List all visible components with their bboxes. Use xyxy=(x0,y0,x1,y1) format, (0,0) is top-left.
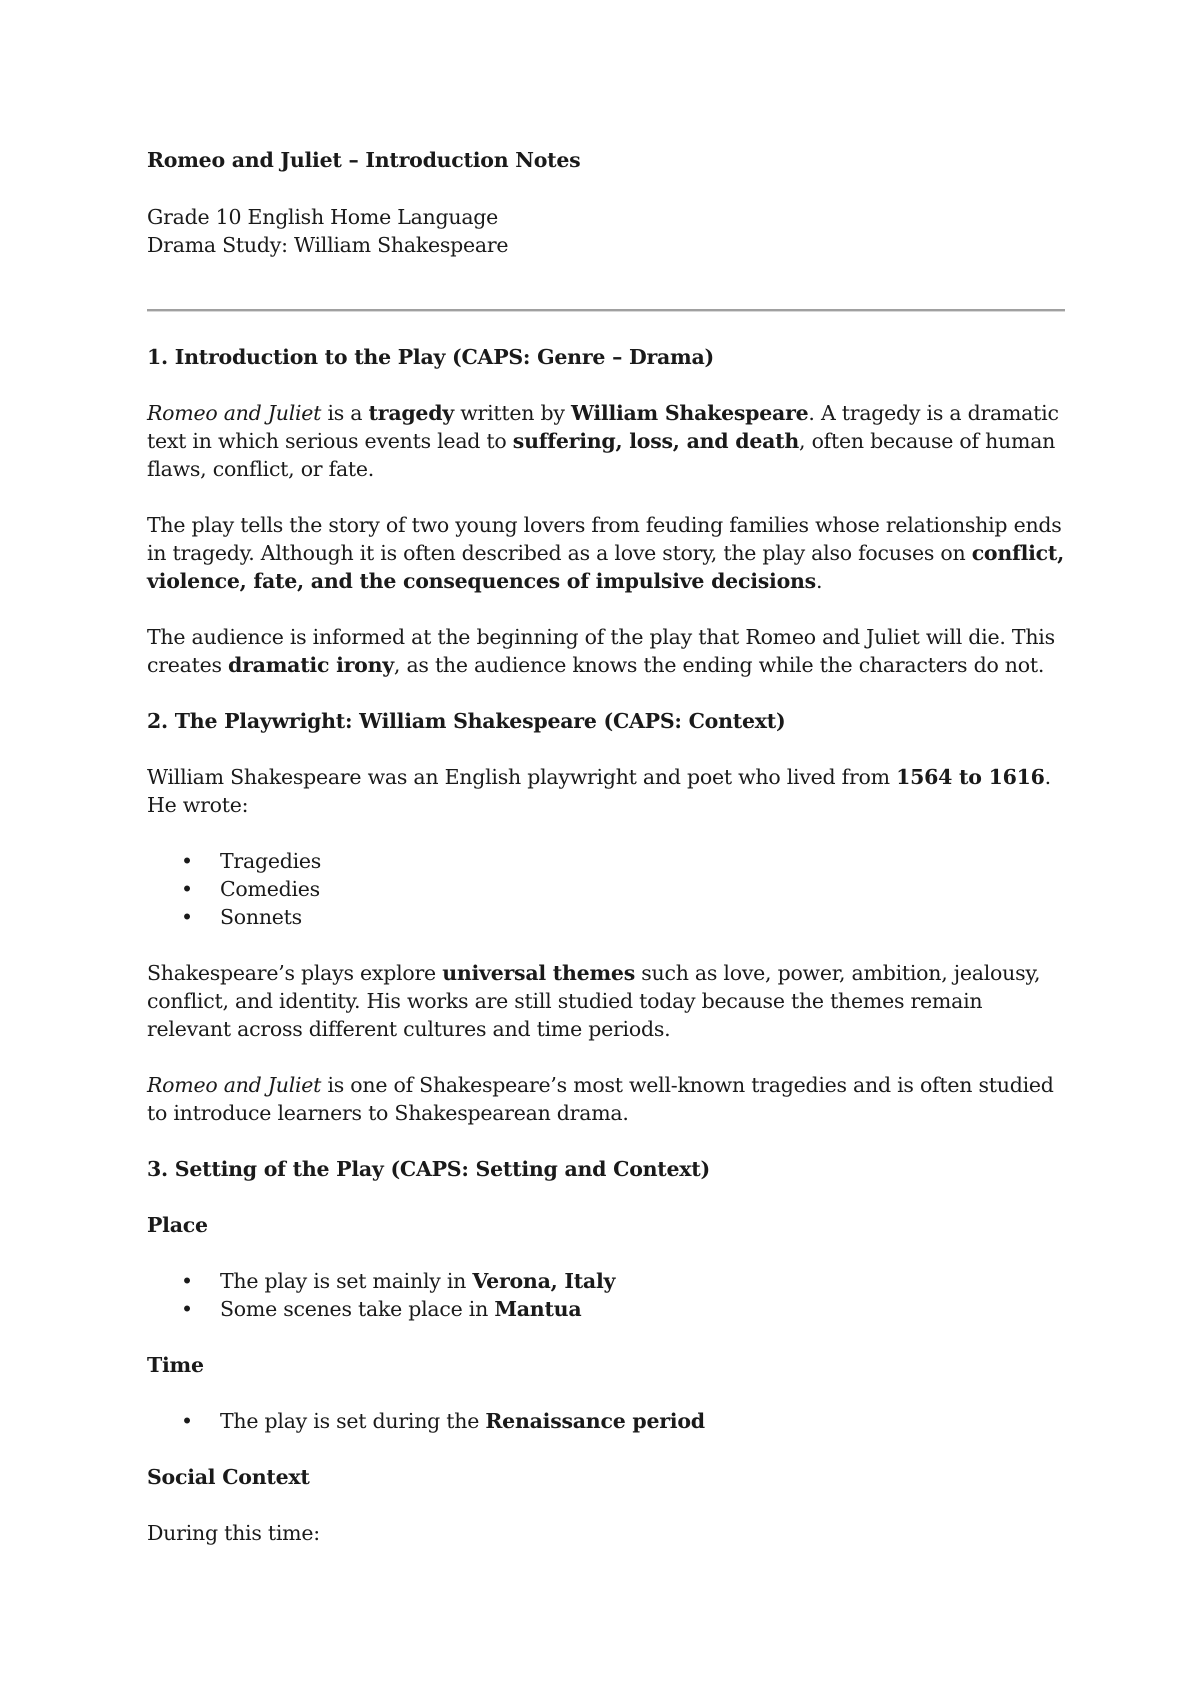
document-body xyxy=(147,343,1065,1575)
section-2-paragraph-2: Shakespeare’s plays explore universal themes such as love, power, ambition, jealousy, conflict, and identity. His works are still studied today because the themes remain relevant across different cultures and time periods. xyxy=(147,961,1041,1041)
section-3-heading: 3. Setting of the Play (CAPS: Setting and Context) xyxy=(147,1157,710,1181)
section-1-paragraph-1: Romeo and Juliet is a tragedy written by William Shakespeare. A tragedy is a dramatic text in which serious events lead to suffering, loss, and death, often because of human flaws, conflict, or fate. xyxy=(147,401,1059,481)
list-item: • Some scenes take place in Mantua xyxy=(147,1295,1065,1323)
social-context-paragraph: During this time: xyxy=(147,1521,320,1545)
section-1-paragraph-2: The play tells the story of two young lovers from feuding families whose relationship ends in tragedy. Although it is often described as a love story, the play also focuses on conflict, violence, fate, and the consequences of impulsive decisions. xyxy=(147,513,1064,593)
works-list xyxy=(147,847,1065,931)
time-subheading: Time xyxy=(147,1353,204,1377)
section-1-paragraph-3: The audience is informed at the beginning of the play that Romeo and Juliet will die. This creates dramatic irony, as the audience knows the ending while the characters do not. xyxy=(147,625,1055,677)
place-list xyxy=(147,1267,1065,1323)
section-2-paragraph-3: Romeo and Juliet is one of Shakespeare’s most well-known tragedies and is often studied to introduce learners to Shakespearean drama. xyxy=(147,1073,1054,1125)
section-2-paragraph-1: William Shakespeare was an English playwright and poet who lived from 1564 to 1616. He wrote: xyxy=(147,765,1051,817)
document-title: Romeo and Juliet – Introduction Notes xyxy=(147,148,581,172)
section-1-heading: 1. Introduction to the Play (CAPS: Genre – Drama) xyxy=(147,345,714,369)
social-context-subheading: Social Context xyxy=(147,1465,310,1489)
document-meta xyxy=(147,203,508,259)
section-2-heading: 2. The Playwright: William Shakespeare (CAPS: Context) xyxy=(147,709,786,733)
grade-line: Grade 10 English Home Language xyxy=(147,205,499,229)
time-list xyxy=(147,1407,1065,1435)
list-item: • The play is set during the Renaissance period xyxy=(147,1407,1065,1435)
list-item: • Sonnets xyxy=(147,903,1065,931)
study-line: Drama Study: William Shakespeare xyxy=(147,233,509,257)
list-item: • Comedies xyxy=(147,875,1065,903)
horizontal-divider xyxy=(147,309,1065,312)
list-item: • The play is set mainly in Verona, Italy xyxy=(147,1267,1065,1295)
place-subheading: Place xyxy=(147,1213,208,1237)
list-item: • Tragedies xyxy=(147,847,1065,875)
